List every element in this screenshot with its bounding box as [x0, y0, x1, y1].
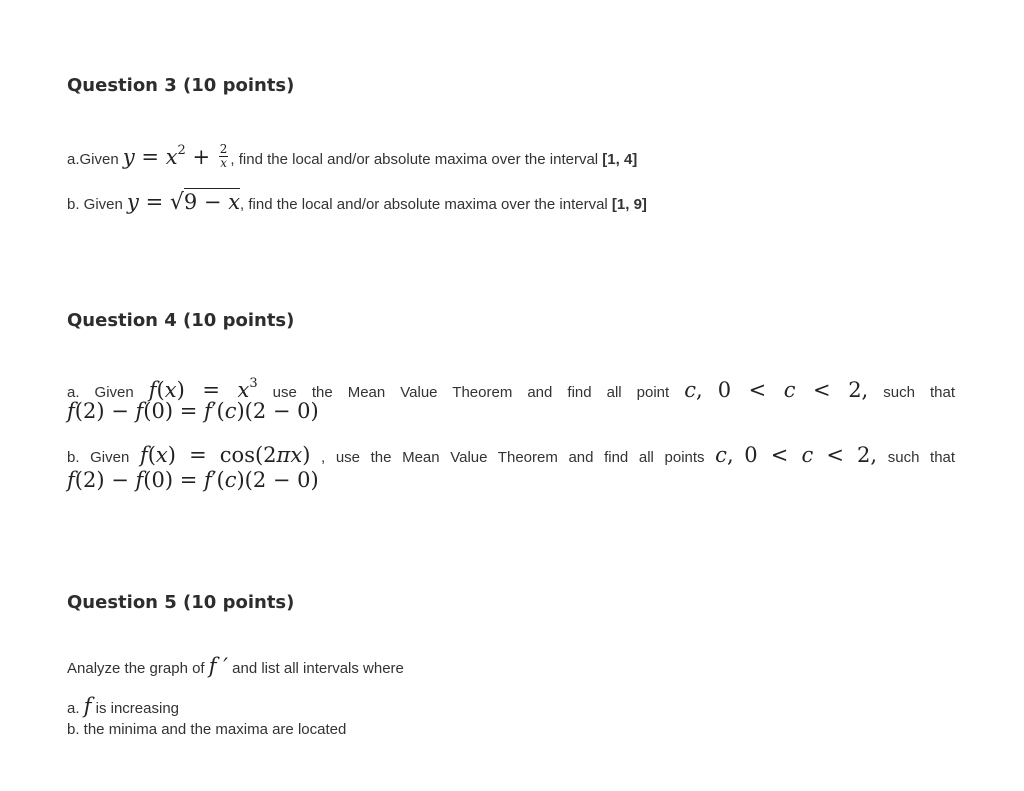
- question-3a-prefix: a.Given: [67, 151, 123, 168]
- question-5-intro-suffix: and list all intervals where: [227, 660, 404, 677]
- question-4a-mvt-equation: f(2) − f(0) = f′(c)(2 − 0): [67, 399, 319, 423]
- question-4a-c: c,: [684, 378, 703, 402]
- question-3a-equation: $y = x^2$ + $\frac{2}{x}$: [122, 142, 228, 170]
- question-5-intro-prefix: Analyze the graph of: [67, 660, 209, 677]
- question-3a-text: , find the local and/or absolute maxima over the interval: [230, 151, 603, 168]
- question-3b-prefix: b. Given: [67, 196, 128, 213]
- question-4b-function: f(x) = cos(2πx): [139, 443, 311, 467]
- question-3-title: Question 3 (10 points): [67, 75, 295, 96]
- question-3b-equation: y = √9 − x: [127, 190, 241, 215]
- question-3b-interval: [1, 9]: [611, 196, 647, 213]
- question-5-intro: [67, 655, 404, 680]
- question-5-title: Question 5 (10 points): [67, 592, 295, 613]
- question-4b-range: 0 < c < 2,: [744, 443, 878, 467]
- question-3b: [67, 191, 647, 216]
- question-4b: [67, 444, 955, 469]
- question-5a: [67, 695, 179, 720]
- question-4b-prefix: b. Given: [67, 449, 130, 466]
- question-3b-text: , find the local and/or absolute maxima over the interval: [240, 196, 612, 213]
- question-5a-suffix: is increasing: [91, 700, 180, 717]
- question-3a-interval: [1, 4]: [602, 151, 638, 168]
- question-4a-such-that: such that: [883, 384, 956, 401]
- question-4a-prefix: a. Given: [67, 384, 134, 401]
- question-4a-range: 0 < c < 2,: [717, 378, 869, 402]
- question-4b-text: , use the Mean Value Theorem and find all points: [321, 449, 705, 466]
- question-4b-c: c,: [715, 443, 734, 467]
- question-5-fprime: f ′: [208, 654, 228, 678]
- question-4-title: Question 4 (10 points): [67, 310, 295, 331]
- question-5a-prefix: a.: [67, 700, 84, 717]
- question-3a: [67, 142, 637, 172]
- question-5b: b. the minima and the maxima are located: [67, 721, 347, 738]
- question-4b-mvt-equation: f(2) − f(0) = f′(c)(2 − 0): [67, 468, 319, 492]
- question-5a-f: f: [83, 694, 92, 718]
- question-4b-such-that: such that: [887, 449, 956, 466]
- question-4a-function: $f(x) = x^3$: [148, 376, 258, 402]
- question-4a-text: use the Mean Value Theorem and find all point: [272, 384, 670, 401]
